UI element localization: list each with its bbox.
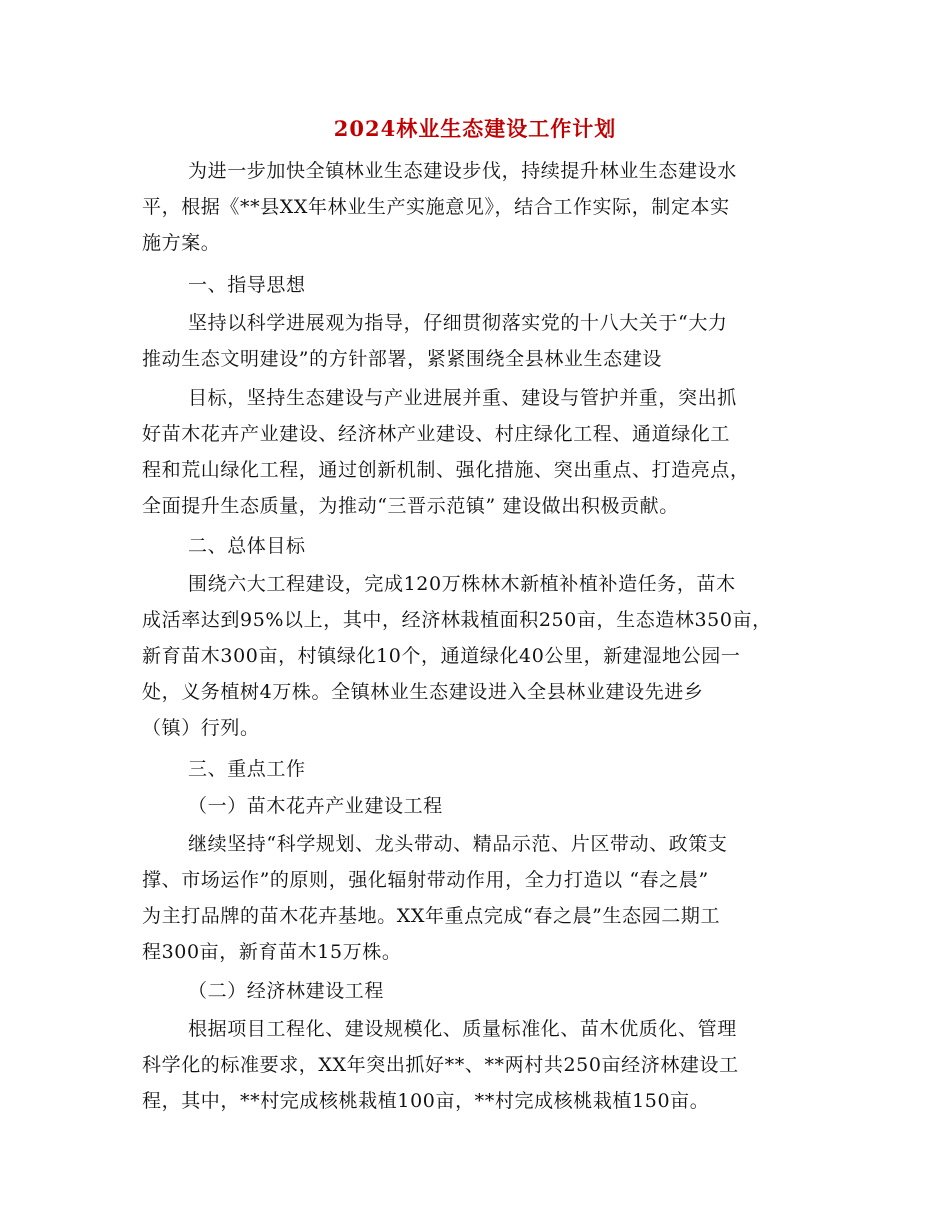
- section2-line: 成活率达到95%以上，其中，经济林栽植面积250亩，生态造林350亩，: [142, 609, 772, 631]
- section1-paragraph-1: [142, 305, 812, 377]
- section-heading-key-work: 三、重点工作: [188, 758, 306, 780]
- section2-paragraph: [142, 566, 812, 746]
- subsection2-paragraph: [142, 1011, 812, 1119]
- section-heading-overall-goals: 二、总体目标: [188, 535, 306, 557]
- subsection2-line: 根据项目工程化、建设规模化、质量标准化、苗木优质化、管理: [188, 1018, 737, 1040]
- section1-line: 好苗木花卉产业建设、经济林产业建设、村庄绿化工程、通道绿化工: [142, 423, 731, 445]
- section2-line: 处，义务植树4万株。全镇林业生态建设进入全县林业建设先进乡: [142, 681, 704, 703]
- subsection2-line: 程，其中，**村完成核桃栽植100亩，**村完成核桃栽植150亩。: [142, 1090, 710, 1112]
- subsection2-line: 科学化的标准要求，XX年突出抓好**、**两村共250亩经济林建设工: [142, 1054, 739, 1076]
- subsection1-line: 程300亩，新育苗木15万株。: [142, 941, 402, 963]
- section1-line: 程和荒山绿化工程，通过创新机制、强化措施、突出重点、打造亮点，: [142, 459, 750, 481]
- subsection1-line: 撑、市场运作”的原则，强化辐射带动作用，全力打造以 “春之晨”: [142, 869, 709, 891]
- subsection-heading-economic-forest: （二）经济林建设工程: [188, 980, 385, 1002]
- subsection1-line: 为主打品牌的苗木花卉基地。XX年重点完成“春之晨”生态园二期工: [142, 905, 721, 927]
- intro-line: 平，根据《**县XX年林业生产实施意见》，结合工作实际，制定本实: [142, 196, 730, 218]
- intro-line: 为进一步加快全镇林业生态建设步伐，持续提升林业生态建设水: [188, 160, 737, 182]
- section2-line: （镇）行列。: [142, 717, 260, 739]
- section1-line: 推动生态文明建设”的方针部署，紧紧围绕全县林业生态建设: [142, 348, 662, 370]
- subsection1-paragraph: [142, 826, 812, 970]
- subsection-heading-nursery: （一）苗木花卉产业建设工程: [188, 795, 443, 817]
- section2-line: 围绕六大工程建设，完成120万株林木新植补植补造任务，苗木: [188, 573, 736, 595]
- section1-line: 全面提升生态质量，为推动“三晋示范镇” 建设做出积极贡献。: [142, 495, 679, 517]
- section-heading-guiding-ideology: 一、指导思想: [188, 274, 306, 296]
- intro-line: 施方案。: [142, 232, 221, 254]
- section1-line: 目标，坚持生态建设与产业进展并重、建设与管护并重，突出抓: [188, 387, 737, 409]
- section2-line: 新育苗木300亩，村镇绿化10个，通道绿化40公里，新建湿地公园一: [142, 645, 741, 667]
- intro-paragraph: [142, 153, 812, 261]
- document-title: 2024林业生态建设工作计划: [333, 116, 617, 141]
- section1-line: 坚持以科学进展观为指导，仔细贯彻落实党的十八大关于“大力: [188, 312, 728, 334]
- section1-paragraph-2: [142, 380, 812, 524]
- subsection1-line: 继续坚持“科学规划、龙头带动、精品示范、片区带动、政策支: [188, 833, 728, 855]
